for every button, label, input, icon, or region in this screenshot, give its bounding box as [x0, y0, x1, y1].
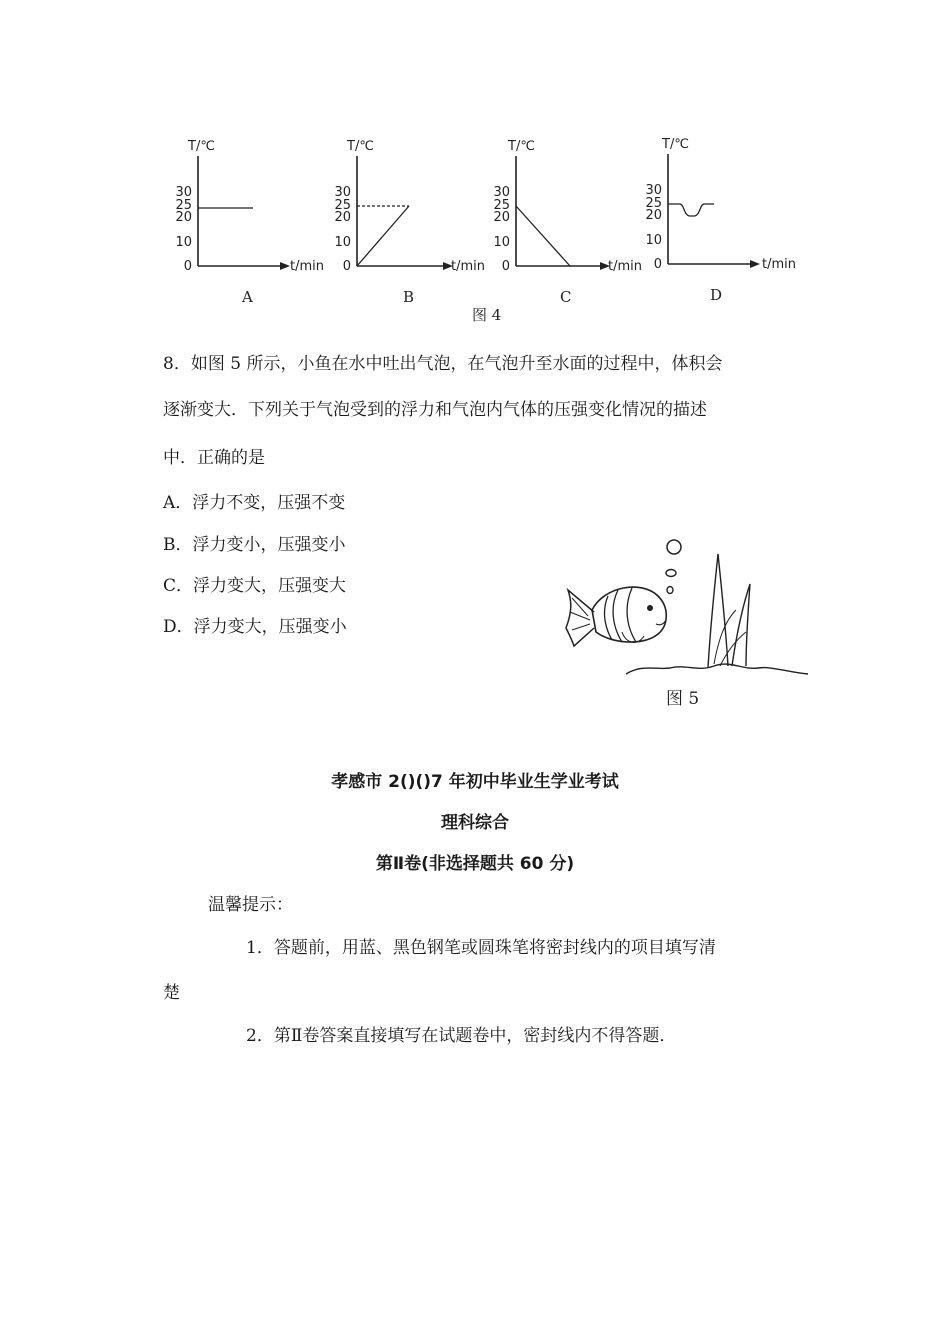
graph-c-option: C	[560, 288, 572, 306]
graph-b-tick-0: 0	[342, 259, 351, 274]
exam-subject: 理科综合	[441, 813, 509, 833]
graph-a-xlabel: t/min	[290, 259, 324, 274]
graph-c	[482, 130, 642, 306]
tip-1-line-1: 1．答题前，用蓝、黑色钢笔或圆珠笔将密封线内的项目填写清	[246, 938, 716, 958]
graph-a-tick-0: 0	[183, 259, 192, 274]
graph-b-plot	[325, 130, 485, 300]
graph-d-tick-25: 25	[645, 196, 662, 211]
fish-stripes	[605, 588, 636, 642]
graph-d-plot	[638, 130, 808, 300]
graph-c-xlabel: t/min	[608, 259, 642, 274]
graph-b-option: B	[403, 288, 415, 306]
fish-tail-stripes	[570, 598, 590, 630]
figure-4-caption: 图 4	[472, 306, 502, 324]
graph-b-tick-10: 10	[334, 235, 351, 250]
graph-b-tick-25: 25	[334, 198, 351, 213]
seaweed-left	[708, 554, 728, 668]
graph-a-option: A	[242, 288, 253, 306]
graph-b-rising-line	[357, 206, 409, 266]
graph-b-xlabel: t/min	[451, 259, 485, 274]
graph-d-xlabel: t/min	[762, 257, 796, 272]
graph-c-ylabel: T/℃	[508, 139, 535, 154]
graph-b-tick-20: 20	[334, 210, 351, 225]
graph-c-tick-25: 25	[493, 198, 510, 213]
question-8-line-1: 8．如图 5 所示，小鱼在水中吐出气泡，在气泡升至水面的过程中，体积会	[163, 354, 723, 374]
graph-a-tick-25: 25	[175, 198, 192, 213]
seabed	[626, 664, 808, 674]
graph-d-tick-0: 0	[653, 257, 662, 272]
graph-a-tick-10: 10	[175, 235, 192, 250]
graph-b-ylabel: T/℃	[347, 139, 374, 154]
medium-bubble	[666, 570, 676, 577]
fish-tail	[566, 590, 594, 646]
graph-c-tick-10: 10	[493, 235, 510, 250]
figure-5-caption: 图 5	[666, 689, 700, 709]
graph-c-tick-20: 20	[493, 210, 510, 225]
option-b: B．浮力变小，压强变小	[163, 535, 346, 555]
graph-d-tick-20: 20	[645, 208, 662, 223]
fish-eye	[647, 605, 653, 611]
graph-a-x-arrow	[280, 262, 290, 270]
tips-heading: 温馨提示：	[208, 895, 293, 915]
graph-a-tick-30: 30	[175, 185, 192, 200]
graph-b	[325, 130, 485, 306]
exam-title: 孝感市 2()()7 年初中毕业生学业考试	[331, 772, 619, 792]
graph-d-tick-30: 30	[645, 183, 662, 198]
graph-d-x-arrow	[750, 260, 760, 268]
figure-5	[560, 532, 820, 717]
figure-4	[168, 130, 808, 330]
option-c: C．浮力变大，压强变大	[163, 576, 347, 596]
seaweed-right	[732, 584, 750, 666]
graph-b-tick-30: 30	[334, 185, 351, 200]
tip-1-line-2: 楚	[163, 983, 180, 1003]
graph-a-ylabel: T/℃	[188, 139, 215, 154]
graph-d-ylabel: T/℃	[662, 137, 689, 152]
graph-a-plot	[168, 130, 324, 300]
tip-2: 2．第Ⅱ卷答案直接填写在试题卷中，密封线内不得答题．	[246, 1026, 677, 1046]
fish-illustration	[560, 532, 820, 692]
graph-c-plot	[482, 130, 642, 300]
large-bubble	[667, 540, 681, 554]
graph-a-tick-20: 20	[175, 210, 192, 225]
graph-c-falling-line	[516, 206, 570, 266]
graph-d	[638, 130, 796, 304]
graph-a	[168, 130, 324, 306]
graph-d-tick-10: 10	[645, 233, 662, 248]
graph-c-tick-0: 0	[501, 259, 510, 274]
option-a: A．浮力不变，压强不变	[163, 493, 346, 513]
graph-d-option: D	[710, 286, 723, 304]
option-d: D．浮力变大，压强变小	[163, 617, 347, 637]
small-bubble	[667, 587, 673, 594]
graph-d-curve	[668, 204, 714, 216]
exam-part: 第Ⅱ卷(非选择题共 60 分)	[375, 854, 575, 874]
graph-c-tick-30: 30	[493, 185, 510, 200]
question-8-line-3: 中．正确的是	[163, 448, 265, 468]
question-8-line-2: 逐渐变大．下列关于气泡受到的浮力和气泡内气体的压强变化情况的描述	[163, 400, 707, 420]
